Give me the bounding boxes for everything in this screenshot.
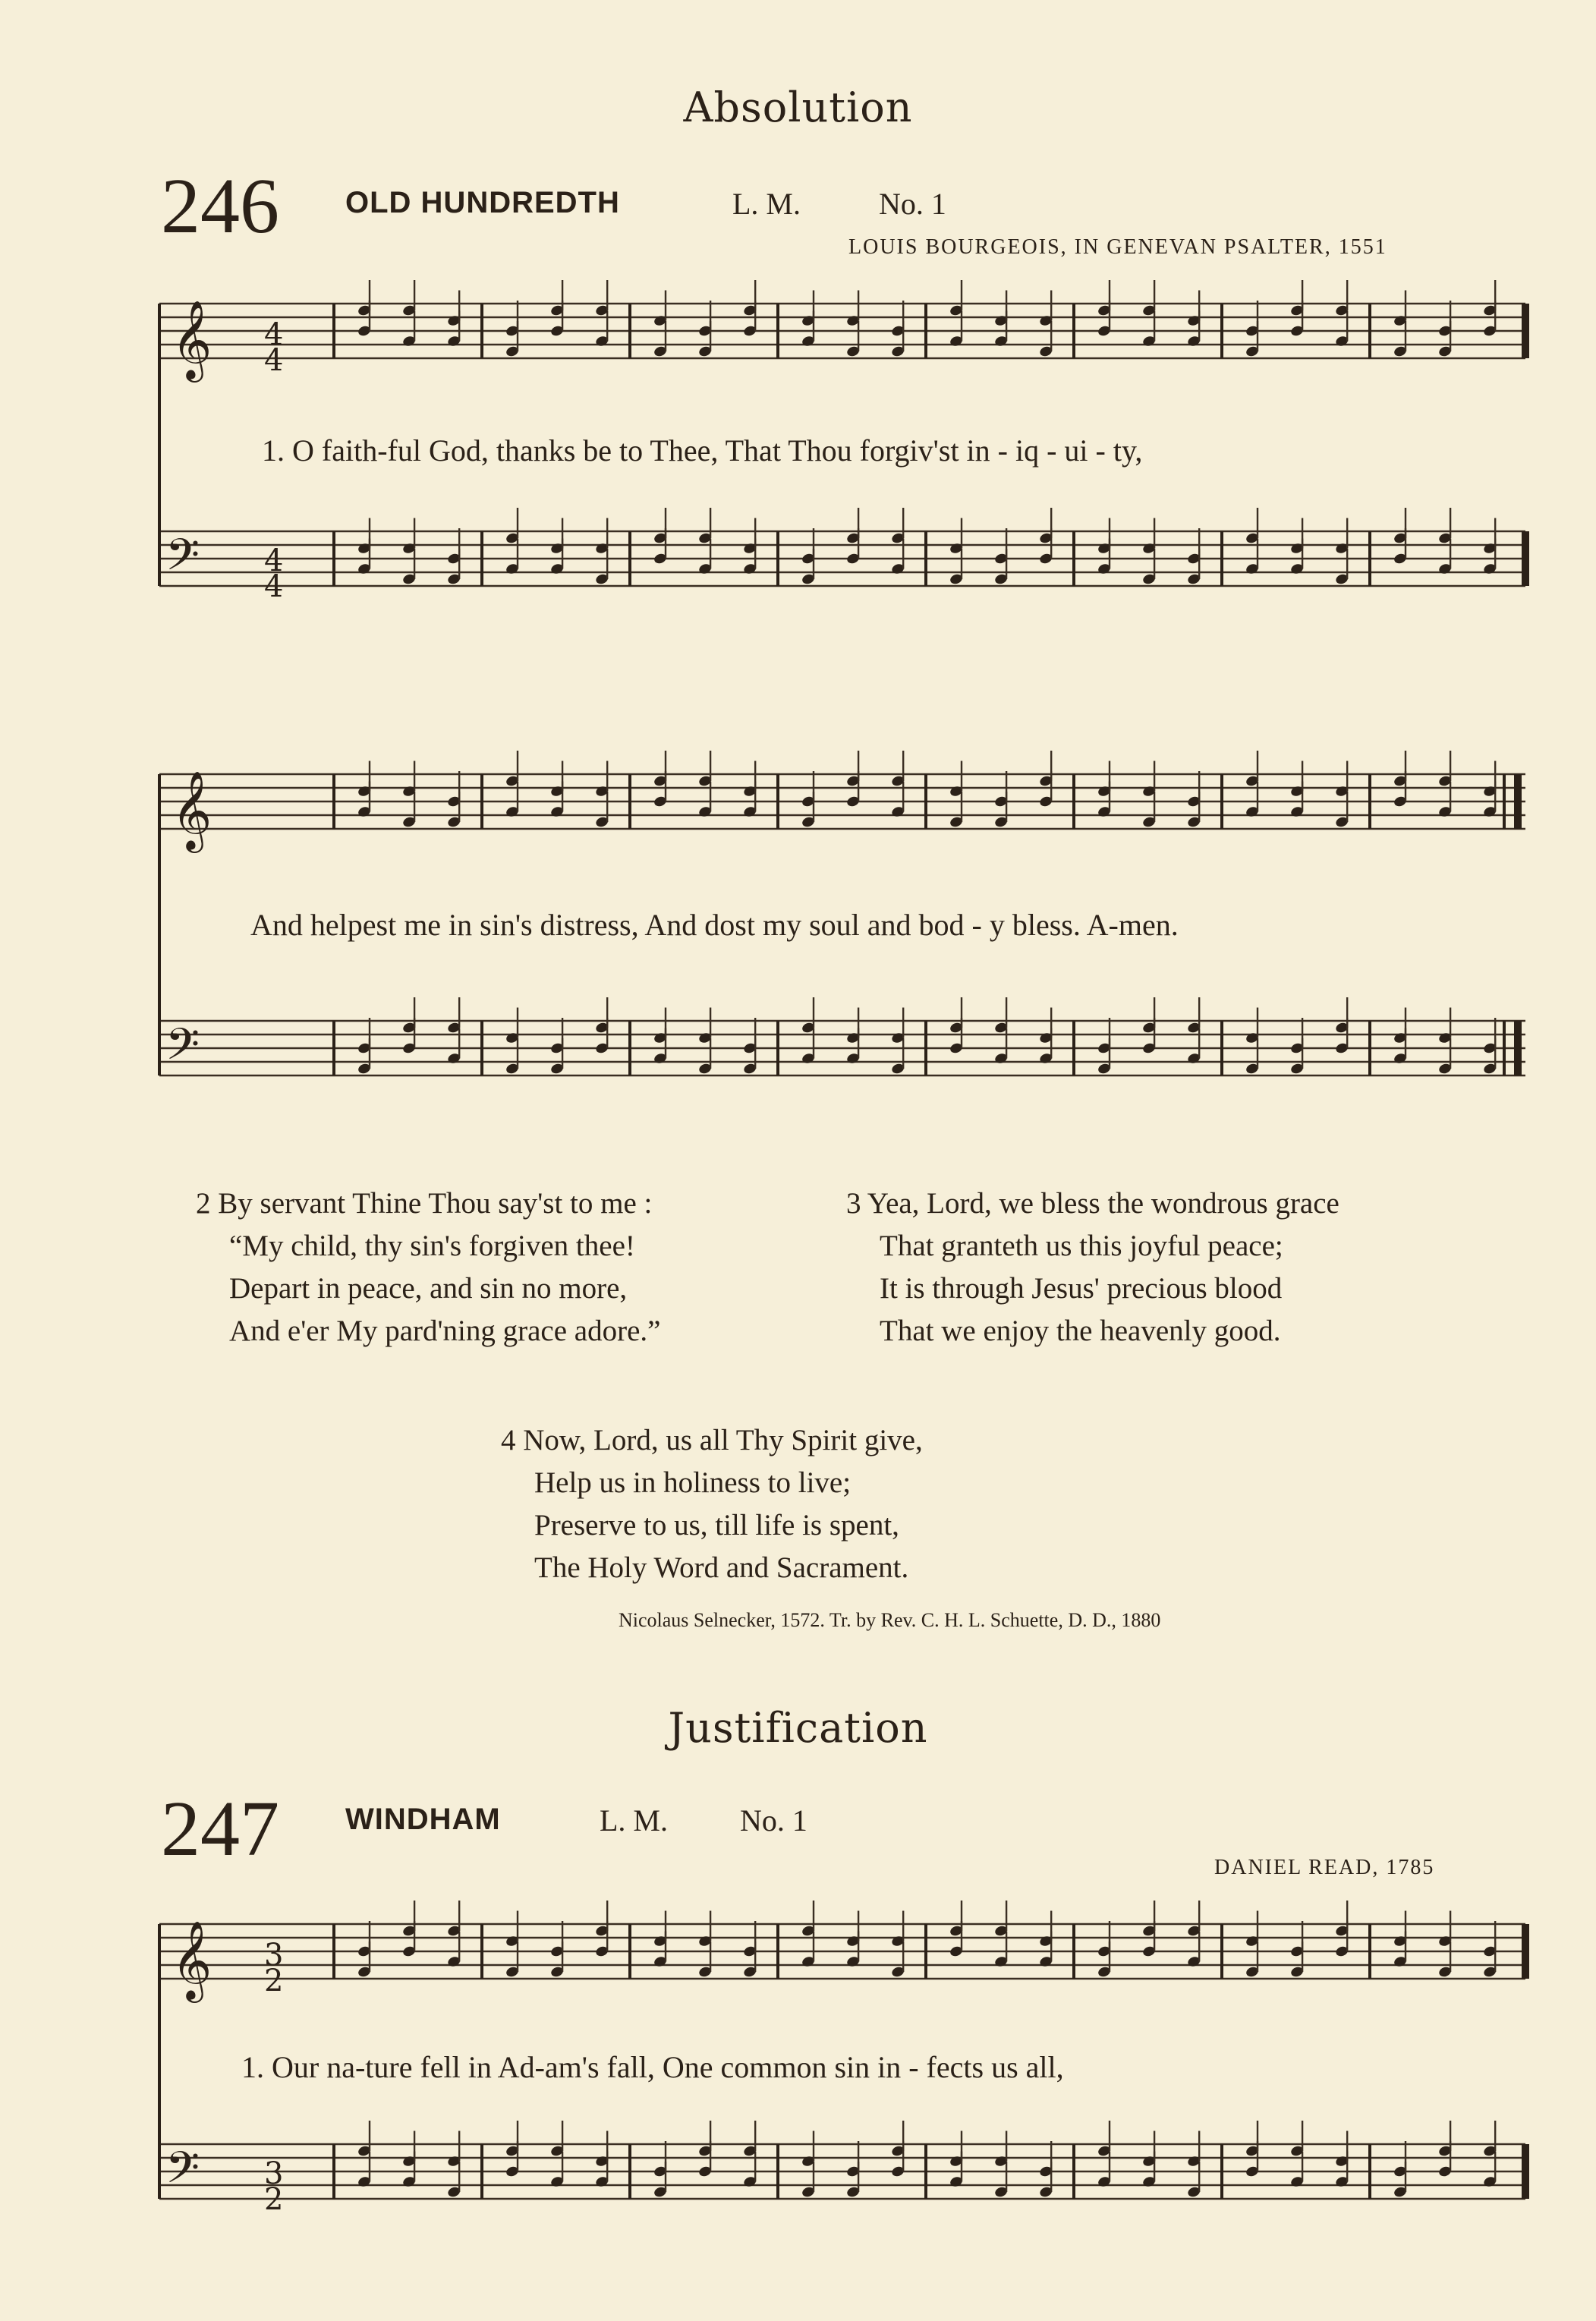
stanza-3 [846, 1183, 1339, 1353]
composer-credit: DANIEL READ, 1785 [1214, 1856, 1435, 1879]
tune-name: WINDHAM [345, 1803, 501, 1836]
time-signature-top: 4 [264, 317, 284, 352]
meter: L. M. [732, 187, 801, 221]
stanza-line: Help us in holiness to live; [534, 1466, 852, 1499]
lyric-line-1: 1. O faith-ful God, thanks be to Thee, That Thou forgiv'st in - iq - ui - ty, [262, 433, 1143, 468]
tune-number: No. 1 [740, 1803, 807, 1838]
stanza-4 [501, 1419, 923, 1589]
bass-clef-icon: 𝄢 [165, 1019, 200, 1081]
treble-clef-icon: 𝄞 [172, 300, 212, 379]
meter: L. M. [600, 1803, 668, 1838]
stanza-line: The Holy Word and Sacrament. [534, 1551, 909, 1584]
stanza-line: And e'er My pard'ning grace adore.” [229, 1315, 661, 1347]
bass-time-signature-top: 3 [264, 2156, 284, 2191]
bass-clef-icon: 𝄢 [165, 529, 200, 591]
treble-clef-icon: 𝄞 [172, 1920, 212, 2000]
composer-credit: LOUIS BOURGEOIS, IN GENEVAN PSALTER, 1551 [848, 235, 1387, 259]
stanza-line: That granteth us this joyful peace; [880, 1230, 1283, 1262]
stanza-line: 3 Yea, Lord, we bless the wondrous grace [846, 1187, 1339, 1220]
stanza-line: That we enjoy the heavenly good. [880, 1315, 1281, 1347]
lyric-line-2: And helpest me in sin's distress, And dost my soul and bod - y bless. A-men. [250, 908, 1179, 942]
stanza-line: Depart in peace, and sin no more, [229, 1272, 628, 1305]
bass-time-signature-bottom: 4 [264, 569, 284, 604]
stanza-line: Preserve to us, till life is spent, [534, 1509, 899, 1542]
stanza-line: 4 Now, Lord, us all Thy Spirit give, [501, 1424, 923, 1457]
section-heading-absolution: Absolution [683, 83, 913, 131]
bass-time-signature-bottom: 2 [264, 2182, 284, 2217]
time-signature-bottom: 2 [264, 1964, 284, 1998]
hymn-number: 247 [161, 1785, 279, 1872]
stanza-line: “My child, thy sin's forgiven thee! [229, 1230, 635, 1262]
treble-clef-icon: 𝄞 [172, 770, 212, 850]
text-credit: Nicolaus Selnecker, 1572. Tr. by Rev. C. H. L. Schuette, D. D., 1880 [619, 1609, 1161, 1631]
tune-name: OLD HUNDREDTH [345, 186, 620, 219]
bass-clef-icon: 𝄢 [165, 2142, 200, 2204]
time-signature-top: 3 [264, 1938, 284, 1973]
lyric-line-3: 1. Our na-ture fell in Ad-am's fall, One common sin in - fects us all, [241, 2050, 1064, 2084]
section-heading-justification: Justification [668, 1704, 928, 1752]
stanza-line: It is through Jesus' precious blood [880, 1272, 1283, 1305]
tune-number: No. 1 [879, 187, 946, 221]
stanza-line: 2 By servant Thine Thou say'st to me : [196, 1187, 653, 1220]
hymn-number: 246 [161, 162, 279, 250]
bass-time-signature-top: 4 [264, 543, 284, 578]
time-signature-bottom: 4 [264, 343, 284, 378]
stanza-2 [196, 1183, 660, 1353]
